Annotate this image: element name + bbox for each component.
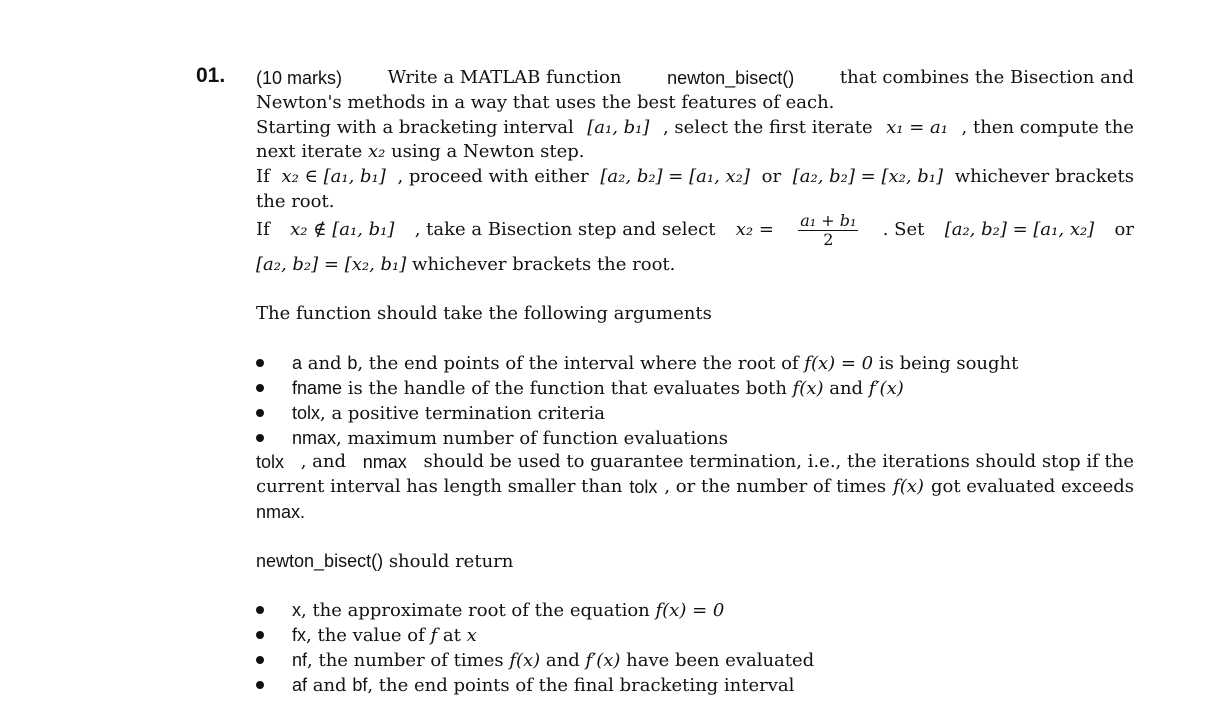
- ret-text: and: [307, 675, 353, 696]
- term-text-5: got evaluated exceeds: [930, 476, 1134, 497]
- arg-text: , a positive termination criteria: [320, 403, 606, 424]
- returns-function-name: newton_bisect(): [256, 551, 384, 571]
- line-5-text-c: or: [761, 166, 782, 187]
- bullet-icon: [256, 606, 264, 614]
- line-7-text-a: If: [256, 219, 270, 240]
- bullet-icon: [256, 409, 264, 417]
- bullet-icon: [256, 681, 264, 689]
- ret-math: f: [430, 625, 438, 646]
- line-4-text-b: using a Newton step.: [391, 141, 585, 162]
- bullet-icon: [256, 434, 264, 442]
- ret-math: f(x): [509, 650, 541, 671]
- arg-text: , maximum number of function evaluations: [336, 428, 728, 449]
- fraction-denominator: 2: [823, 229, 834, 249]
- line-7-text-b: , take a Bisection step and select: [414, 219, 716, 240]
- line-1-text-b: that combines the Bisection and: [839, 67, 1134, 88]
- question-line-2: Newton's methods in a way that uses the best features of each.: [256, 92, 835, 113]
- line-5-text-b: , proceed with either: [397, 166, 589, 187]
- line-3-text-c: , then compute the: [961, 117, 1134, 138]
- arg-text-2: , the end points of the interval where the root of: [357, 353, 805, 374]
- ret-code: af: [292, 675, 308, 695]
- termination-line-1: [256, 450, 1134, 474]
- line-8-text: whichever brackets the root.: [412, 254, 676, 275]
- question-line-8: [256, 253, 675, 277]
- term-math: f(x): [893, 476, 924, 497]
- line-4-text-a: next iterate: [256, 141, 363, 162]
- term-text-3: current interval has length smaller than: [256, 476, 623, 497]
- return-item: [292, 648, 814, 673]
- term-code-nmax: nmax: [362, 452, 407, 472]
- ret-code-2: bf: [352, 675, 368, 695]
- ret-math: f(x) = 0: [655, 600, 725, 621]
- argument-item: [292, 426, 728, 451]
- line-7-text-d: or: [1114, 219, 1134, 240]
- line-7-math-b: x₂ =: [735, 219, 774, 240]
- line-8-math: [a₂, b₂] = [x₂, b₁]: [256, 254, 407, 275]
- arg-code: a: [292, 353, 303, 373]
- arg-code: nmax: [292, 428, 337, 448]
- line-3-text-b: , select the first iterate: [662, 117, 873, 138]
- argument-item: [292, 376, 904, 401]
- arg-text-3: is being sought: [873, 353, 1019, 374]
- question-line-6: the root.: [256, 191, 335, 212]
- arg-code: tolx: [292, 403, 321, 423]
- line-5-math-c: [a₂, b₂] = [x₂, b₁]: [792, 166, 944, 187]
- ret-text: , the approximate root of the equation: [301, 600, 656, 621]
- arg-text: and: [302, 353, 348, 374]
- line-4-math: x₂: [367, 141, 386, 162]
- line-7-math-a: x₂ ∉ [a₁, b₁]: [290, 219, 395, 240]
- line-7-text-c: . Set: [882, 219, 925, 240]
- ret-text-2: , the end points of the final bracketing interval: [367, 675, 795, 696]
- argument-item: [292, 401, 605, 426]
- arg-code: fname: [292, 378, 343, 398]
- ret-math-2: f′(x): [585, 650, 621, 671]
- ret-text: , the value of: [306, 625, 431, 646]
- arguments-intro: The function should take the following arguments: [256, 303, 712, 324]
- arg-math: f(x) = 0: [804, 353, 874, 374]
- question-line-3: [256, 116, 1134, 140]
- ret-text-2: at: [437, 625, 467, 646]
- line-1-text-a: Write a MATLAB function: [387, 67, 622, 88]
- term-text-2: should be used to guarantee termination, i.e., the iterations should stop if the: [423, 451, 1134, 472]
- arg-code-2: b: [347, 353, 358, 373]
- question-number: 01.: [196, 64, 226, 87]
- bullet-icon: [256, 631, 264, 639]
- line-5-text-a: If: [256, 166, 270, 187]
- termination-line-3: nmax.: [256, 502, 306, 522]
- ret-text: , the number of times: [307, 650, 510, 671]
- return-item: [292, 598, 724, 623]
- line-5-math-a: x₂ ∈ [a₁, b₁]: [281, 166, 386, 187]
- termination-line-2: [256, 475, 1134, 499]
- term-code-tolx-2: tolx: [629, 477, 658, 497]
- bullet-icon: [256, 656, 264, 664]
- term-text: , and: [300, 451, 347, 472]
- marks: (10 marks): [256, 68, 343, 88]
- ret-text-2: and: [540, 650, 586, 671]
- term-code-tolx: tolx: [256, 452, 285, 472]
- term-text-4: , or the number of times: [664, 476, 887, 497]
- arg-text-2: and: [823, 378, 869, 399]
- question-line-7: [256, 210, 1134, 250]
- line-5-math-b: [a₂, b₂] = [a₁, x₂]: [600, 166, 750, 187]
- question-line-4: [256, 140, 585, 164]
- arg-math-2: f′(x): [868, 378, 904, 399]
- line-3-math-a: [a₁, b₁]: [587, 117, 650, 138]
- returns-intro: [256, 549, 513, 574]
- arg-math: f(x): [792, 378, 824, 399]
- fraction: [798, 212, 858, 249]
- fraction-numerator: a₁ + b₁: [800, 210, 857, 230]
- function-name: newton_bisect(): [667, 68, 795, 88]
- return-item: [292, 673, 794, 698]
- line-5-text-d: whichever brackets: [954, 166, 1134, 187]
- ret-math-2: x: [466, 625, 477, 646]
- question-line-1: [256, 66, 1134, 90]
- arg-text: is the handle of the function that evaluates both: [342, 378, 793, 399]
- return-item: [292, 623, 477, 648]
- line-3-math-b: x₁ = a₁: [886, 117, 948, 138]
- ret-code: nf: [292, 650, 308, 670]
- ret-code: x: [292, 600, 301, 620]
- ret-text-3: have been evaluated: [620, 650, 815, 671]
- argument-item: [292, 351, 1018, 376]
- question-line-5: [256, 165, 1134, 189]
- bullet-icon: [256, 384, 264, 392]
- bullet-icon: [256, 359, 264, 367]
- line-3-text-a: Starting with a bracketing interval: [256, 117, 574, 138]
- ret-code: fx: [292, 625, 307, 645]
- line-7-math-c: [a₂, b₂] = [a₁, x₂]: [944, 219, 1095, 240]
- returns-text: should return: [388, 551, 514, 572]
